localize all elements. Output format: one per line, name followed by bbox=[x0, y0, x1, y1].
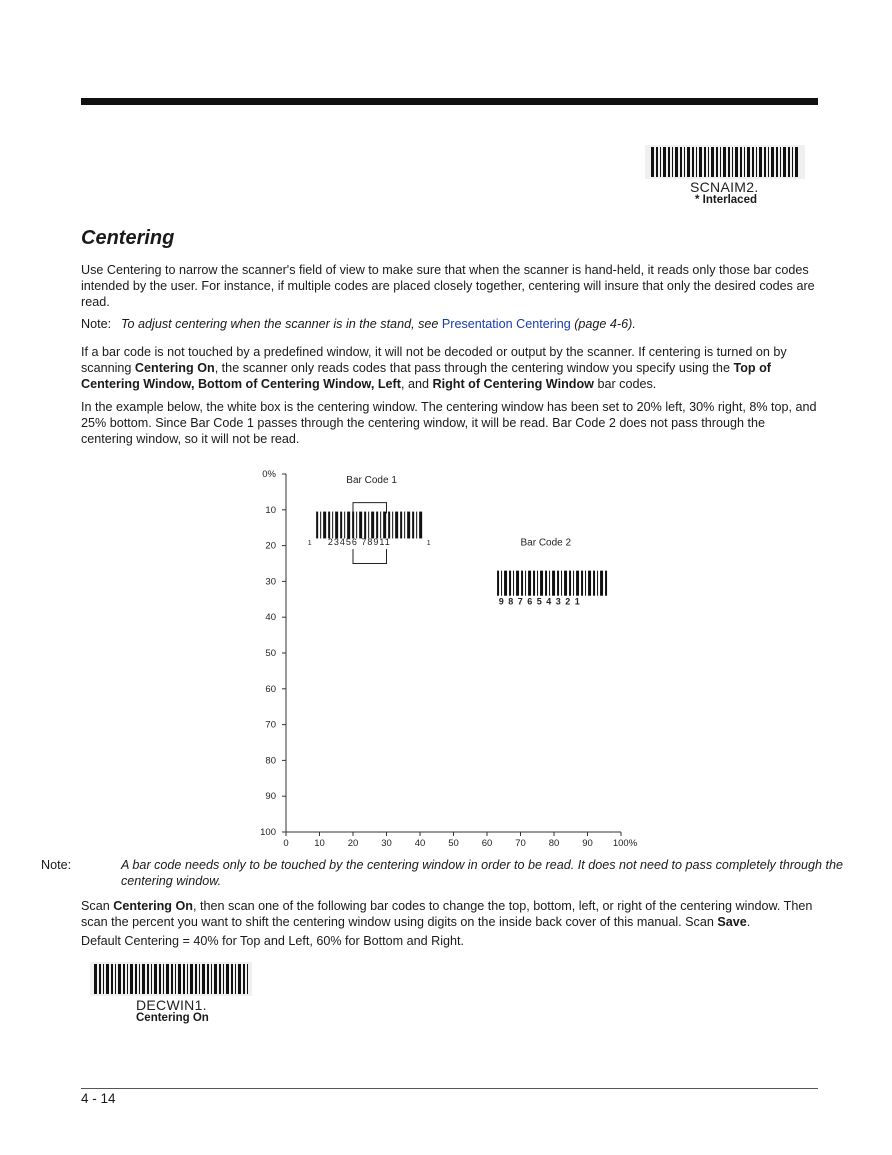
bar-stripe bbox=[368, 512, 369, 539]
page-number: 4 - 14 bbox=[81, 1091, 116, 1106]
y-tick-label: 40 bbox=[265, 612, 276, 624]
bar-stripe bbox=[573, 571, 574, 596]
bar-code-1 bbox=[308, 475, 431, 547]
bar-stripe bbox=[756, 147, 757, 177]
window-top-bracket bbox=[353, 503, 387, 514]
bar-stripe bbox=[720, 147, 721, 177]
centering-window bbox=[353, 503, 387, 564]
bar-stripe bbox=[735, 147, 738, 177]
bar-stripe bbox=[115, 964, 116, 994]
bar-code-2 bbox=[497, 538, 607, 607]
y-tick-label: 70 bbox=[265, 719, 276, 731]
centering-figure bbox=[250, 462, 650, 857]
bar-stripe bbox=[540, 571, 543, 596]
bar-stripe bbox=[111, 964, 113, 994]
bar-stripe bbox=[557, 571, 559, 596]
bar-stripe bbox=[699, 147, 702, 177]
text-run: , the scanner only reads codes that pass through the centering window you specify using the bbox=[214, 361, 734, 375]
bar-stripe bbox=[340, 512, 342, 539]
note-text: To adjust centering when the scanner is in the stand, see bbox=[121, 317, 442, 331]
bold-run: Centering On bbox=[134, 361, 215, 375]
bar-stripe bbox=[716, 147, 718, 177]
centering-on-barcode[interactable] bbox=[90, 962, 260, 1025]
bar-stripe bbox=[537, 571, 538, 596]
bar-stripe bbox=[752, 147, 754, 177]
bar-stripe bbox=[675, 147, 678, 177]
bar-code-2-label: Bar Code 2 bbox=[520, 537, 572, 549]
bar-stripe bbox=[202, 964, 205, 994]
bold-run: Right of Centering Window bbox=[432, 377, 594, 391]
bar-stripe bbox=[151, 964, 152, 994]
y-tick-label: 90 bbox=[265, 791, 276, 803]
x-tick-label: 10 bbox=[314, 838, 325, 849]
bar-stripe bbox=[159, 964, 161, 994]
section-title: Centering bbox=[81, 227, 175, 249]
bar-code-1-digits: 23456 78911 bbox=[327, 536, 391, 547]
bar-stripe bbox=[696, 147, 697, 177]
bar-stripe bbox=[344, 512, 345, 539]
y-tick-label: 20 bbox=[265, 540, 276, 552]
x-tick-label: 20 bbox=[347, 838, 359, 849]
bar-stripe bbox=[600, 571, 603, 596]
bar-stripe bbox=[231, 964, 233, 994]
bar-stripe bbox=[238, 964, 241, 994]
bar-stripe bbox=[605, 571, 607, 596]
note-label: Note: bbox=[81, 317, 112, 331]
bar-stripe bbox=[672, 147, 673, 177]
x-tick-label: 50 bbox=[448, 838, 459, 849]
text-run: , then scan one of the following bar codes to change the top, bottom, left, or right of the centering window. Then scan the percent you want to shift the centering window using digits on the inside back cover of this manual. Scan bbox=[81, 899, 813, 929]
y-tick-label: 50 bbox=[265, 648, 276, 659]
bar-stripe bbox=[106, 964, 109, 994]
bar-stripe bbox=[792, 147, 793, 177]
bar-stripe bbox=[545, 571, 547, 596]
bar-stripe bbox=[323, 512, 326, 539]
x-tick-label: 0 bbox=[283, 838, 289, 849]
bar-stripe bbox=[178, 964, 181, 994]
bar-stripe bbox=[328, 512, 330, 539]
bar-stripe bbox=[127, 964, 128, 994]
bar-stripe bbox=[525, 571, 526, 596]
bar-stripe bbox=[776, 147, 778, 177]
x-tick-label: 100% bbox=[612, 838, 638, 849]
bar-stripe bbox=[656, 147, 658, 177]
bar-stripe bbox=[356, 512, 357, 539]
bar-stripe bbox=[142, 964, 145, 994]
x-tick-label: 60 bbox=[481, 838, 493, 849]
header-rule bbox=[81, 98, 818, 105]
paragraph-window bbox=[81, 344, 817, 392]
text-run: bar codes. bbox=[593, 377, 657, 391]
bar-stripe bbox=[597, 571, 598, 596]
bar-stripe bbox=[759, 147, 762, 177]
bar-stripe bbox=[549, 571, 550, 596]
bar-stripe bbox=[416, 512, 417, 539]
bar-stripe bbox=[588, 571, 591, 596]
bar-stripe bbox=[135, 964, 137, 994]
bar-code-2-digits: 9 8 7 6 5 4 3 2 1 bbox=[498, 596, 581, 607]
paragraph-intro: Use Centering to narrow the scanner's field of view to make sure that when the scanner is hand-held, it reads only those bar codes intended by the user. For instance, if multiple codes are placed closely together, centering will insure that only the desired codes are read. bbox=[81, 263, 815, 309]
bar-stripe bbox=[513, 571, 514, 596]
text-run: , and bbox=[400, 377, 433, 391]
bar-stripe bbox=[219, 964, 221, 994]
y-tick-label: 100 bbox=[260, 827, 276, 838]
barcode-label: Centering On bbox=[136, 1012, 209, 1024]
bar-stripe bbox=[392, 512, 393, 539]
bar-stripe bbox=[400, 512, 402, 539]
bar-stripe bbox=[783, 147, 786, 177]
bar-stripe bbox=[533, 571, 535, 596]
bar-stripe bbox=[123, 964, 125, 994]
barcode-code: DECWIN1. bbox=[136, 997, 207, 1013]
bar-stripe bbox=[509, 571, 511, 596]
bar-stripe bbox=[243, 964, 245, 994]
bar-stripe bbox=[320, 512, 321, 539]
x-tick-label: 70 bbox=[515, 838, 526, 849]
x-tick-label: 40 bbox=[414, 838, 426, 849]
bar-stripe bbox=[195, 964, 197, 994]
bar-stripe bbox=[412, 512, 414, 539]
bar-stripe bbox=[187, 964, 188, 994]
bar-stripe bbox=[528, 571, 531, 596]
bar-stripe bbox=[576, 571, 579, 596]
barcode-label: * Interlaced bbox=[695, 194, 757, 206]
bar-stripe bbox=[663, 147, 666, 177]
paragraph-default: Default Centering = 40% for Top and Left, 60% for Bottom and Right. bbox=[81, 934, 465, 948]
bar-stripe bbox=[247, 964, 248, 994]
bar-code-1-label: Bar Code 1 bbox=[346, 474, 397, 486]
bar-stripe bbox=[732, 147, 733, 177]
bar-stripe bbox=[680, 147, 682, 177]
bar-code-1-right-digit: 1 bbox=[426, 539, 431, 547]
paragraph-example: In the example below, the white box is the centering window. The centering window has been set to 20% left, 30% right, 8% top, and 25% bottom. Since Bar Code 1 passes through the centering window, it will be read. Bar Code 2 does not pass through the centering window, so it will not be read. bbox=[81, 400, 817, 446]
text-run: Scan bbox=[81, 899, 114, 913]
bar-stripe bbox=[371, 512, 374, 539]
bar-stripe bbox=[744, 147, 745, 177]
bar-stripe bbox=[99, 964, 101, 994]
bar-stripe bbox=[380, 512, 381, 539]
bar-stripe bbox=[747, 147, 750, 177]
bar-stripe bbox=[728, 147, 730, 177]
bar-stripe bbox=[552, 571, 555, 596]
bar-stripe bbox=[364, 512, 366, 539]
bar-stripe bbox=[235, 964, 236, 994]
note-text-after: (page 4-6). bbox=[570, 317, 636, 331]
bar-stripe bbox=[332, 512, 333, 539]
bar-stripe bbox=[497, 571, 499, 596]
text-run: . bbox=[746, 915, 751, 929]
x-tick-label: 80 bbox=[548, 838, 560, 849]
bar-stripe bbox=[771, 147, 774, 177]
bar-stripe bbox=[740, 147, 742, 177]
bar-stripe bbox=[569, 571, 571, 596]
bar-stripe bbox=[199, 964, 200, 994]
bar-stripe bbox=[711, 147, 714, 177]
bar-stripe bbox=[147, 964, 149, 994]
bar-stripe bbox=[692, 147, 694, 177]
bar-stripe bbox=[516, 571, 519, 596]
bar-stripe bbox=[190, 964, 193, 994]
x-tick-label: 90 bbox=[582, 838, 593, 849]
bar-stripe bbox=[501, 571, 502, 596]
interlaced-barcode[interactable] bbox=[640, 145, 810, 207]
bar-stripe bbox=[561, 571, 562, 596]
bar-stripe bbox=[207, 964, 209, 994]
bar-stripe bbox=[660, 147, 661, 177]
x-tick-label: 30 bbox=[381, 838, 392, 849]
paragraph-scan bbox=[81, 898, 817, 930]
bar-stripe bbox=[154, 964, 157, 994]
bar-stripe bbox=[687, 147, 690, 177]
bar-stripe bbox=[780, 147, 781, 177]
bar-stripe bbox=[118, 964, 121, 994]
bar-stripe bbox=[163, 964, 164, 994]
bold-run: Top of Centering Window, Bottom of Centering Window, Left bbox=[81, 361, 771, 391]
bar-stripe bbox=[211, 964, 212, 994]
bar-stripe bbox=[395, 512, 398, 539]
y-tick-label: 0% bbox=[262, 469, 276, 480]
bar-stripe bbox=[316, 512, 318, 539]
presentation-centering-link[interactable]: Presentation Centering bbox=[441, 317, 571, 331]
text-run: If a bar code is not touched by a predefined window, it will not be decoded or output by the scanner. If centering is turned on by scanning bbox=[81, 345, 787, 375]
bar-stripe bbox=[684, 147, 685, 177]
bar-stripe bbox=[564, 571, 567, 596]
bar-stripe bbox=[764, 147, 766, 177]
bar-stripe bbox=[175, 964, 176, 994]
bar-stripe bbox=[171, 964, 173, 994]
footer-rule bbox=[81, 1088, 818, 1089]
bar-stripe bbox=[419, 512, 422, 539]
bar-stripe bbox=[768, 147, 769, 177]
bold-run: Save bbox=[717, 915, 747, 929]
bar-stripe bbox=[723, 147, 726, 177]
bar-stripe bbox=[521, 571, 523, 596]
bar-stripe bbox=[708, 147, 709, 177]
bar-stripe bbox=[593, 571, 595, 596]
bar-stripe bbox=[581, 571, 583, 596]
bar-stripe bbox=[347, 512, 350, 539]
bar-stripe bbox=[668, 147, 670, 177]
window-bottom-bracket bbox=[353, 549, 387, 563]
y-tick-label: 10 bbox=[265, 504, 276, 516]
bar-stripe bbox=[404, 512, 405, 539]
bar-stripe bbox=[352, 512, 354, 539]
bar-stripe bbox=[383, 512, 386, 539]
bar-stripe bbox=[388, 512, 390, 539]
bar-stripe bbox=[226, 964, 229, 994]
bar-stripe bbox=[214, 964, 217, 994]
barcode-code: SCNAIM2. bbox=[690, 179, 759, 195]
bar-stripe bbox=[166, 964, 169, 994]
bar-stripe bbox=[585, 571, 586, 596]
note-label: Note: bbox=[41, 858, 72, 872]
y-tick-label: 30 bbox=[265, 576, 276, 588]
barcode-bars-icon bbox=[645, 145, 805, 179]
bar-stripe bbox=[407, 512, 410, 539]
note-text: A bar code needs only to be touched by the centering window in order to be read. It does not need to pass completely through the centering window. bbox=[121, 858, 844, 888]
bar-stripe bbox=[223, 964, 224, 994]
bar-stripe bbox=[335, 512, 338, 539]
y-tick-label: 60 bbox=[265, 683, 276, 695]
bar-stripe bbox=[376, 512, 378, 539]
centering-diagram bbox=[250, 462, 650, 857]
bar-stripe bbox=[94, 964, 97, 994]
bar-stripe bbox=[504, 571, 507, 596]
bar-stripe bbox=[795, 147, 798, 177]
note-touch bbox=[41, 857, 857, 889]
bar-stripe bbox=[183, 964, 185, 994]
bar-stripe bbox=[130, 964, 133, 994]
bar-stripe bbox=[103, 964, 104, 994]
bar-stripe bbox=[651, 147, 654, 177]
bar-stripe bbox=[704, 147, 706, 177]
bold-run: Centering On bbox=[113, 899, 193, 913]
bar-stripe bbox=[359, 512, 362, 539]
y-tick-label: 80 bbox=[265, 755, 276, 767]
bar-code-1-left-digit: 1 bbox=[307, 539, 312, 547]
bar-stripe bbox=[788, 147, 790, 177]
note-presentation bbox=[81, 316, 817, 332]
barcode-bars-icon bbox=[90, 962, 252, 996]
bar-stripe bbox=[139, 964, 140, 994]
